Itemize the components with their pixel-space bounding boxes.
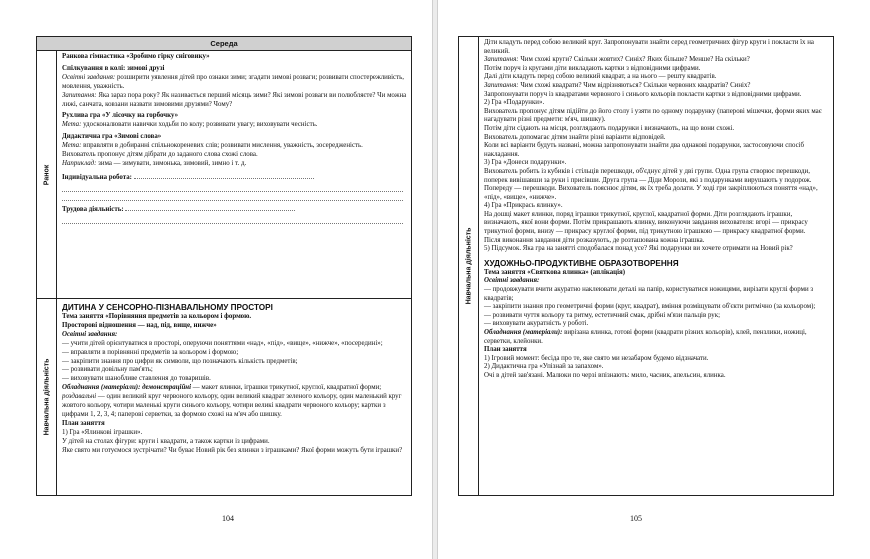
tasks-label: Освітні завдання: xyxy=(62,330,118,338)
circle-questions: Запитання: Яка зараз пора року? Як називається перший місяць зими? Які зимові розваги ви полюбляєте? Чи можна лижі, санчата, ковзани назвати зимовими друзями? Чому? xyxy=(62,91,407,108)
right-page xyxy=(437,0,870,559)
learning-side-label: Навчальна діяльність xyxy=(43,358,50,436)
art-plan-item: Очі в дітей зав'язані. Малюки по черзі впізнають: мило, часник, апельсин, ялинка. xyxy=(484,371,726,379)
game2-goal: Мета: вправляти в добиранні спільнокореневих слів; розвивати мислення, уважність, зосередженість. xyxy=(62,142,363,150)
fill-line xyxy=(62,192,403,201)
plan-line: У дітей на столах фігури: круги і квадрати, а також картки із цифрами. xyxy=(62,437,270,445)
left-page xyxy=(0,0,433,559)
art-plan-item: 2) Дидактична гра «Упізнай за запахом». xyxy=(484,363,604,371)
learning-side-cell xyxy=(37,299,57,495)
morning-side-cell xyxy=(37,51,57,298)
learning-section xyxy=(37,299,411,495)
fill-line xyxy=(62,215,403,224)
text-line: 5) Підсумок. Яка гра на занятті сподобалася понад усе? Які подарунки ви хочете отримати на Новий рік? xyxy=(484,245,793,253)
art-section-title: ХУДОЖНЬО-ПРОДУКТИВНЕ ОБРАЗОТВОРЕННЯ xyxy=(484,258,679,268)
circle-tasks: Освітні завдання: розширити уявлення дітей про ознаки зими; згадати зимові розваги; розвивати спостережливість, мовлення, уважність. xyxy=(62,73,404,90)
schedule-table-right xyxy=(458,36,834,496)
art-task-item: — продовжувати вчити акуратно наклеювати деталі на папір, користуватися ножицями, вирізати круглі форми з квадратів; xyxy=(484,286,814,302)
morning-side-label: Ранок xyxy=(43,164,50,185)
task-item: — виховувати шанобливе ставлення до товаришів. xyxy=(62,375,211,383)
game2-example: Наприклад: зима — зимувати, зимонька, зимовий, зимно і т. д. xyxy=(62,159,247,167)
morning-section xyxy=(37,51,411,299)
art-equipment: Обладнання (матеріали): вирізана ялинка, готові форми (квадрати різних кольорів), клей, пензлики, ножиці, серветки, клейонки. xyxy=(484,329,807,345)
art-task-item: — розвивати чуття кольору та ритму, естетичний смак, дрібні м'язи пальців рук; xyxy=(484,311,721,319)
labor-activity: Трудова діяльність: xyxy=(62,204,407,215)
morning-body xyxy=(57,51,411,298)
art-plan-title: План заняття xyxy=(484,346,527,354)
text-line: Потім діти сідають на місця, розглядають подарунки і визначають, на що вони схожі. xyxy=(484,124,735,132)
question-line: Запитання: Чим схожі квадрати? Чим відрізняються? Скільки червоних квадратів? Синіх? xyxy=(484,81,751,89)
task-item: — учити дітей орієнтуватися в просторі, оперуючи поняттями «над», «під», «вище», «нижче», «посередині»; xyxy=(62,339,383,347)
right-body xyxy=(479,37,833,495)
art-topic: Тема заняття «Святкова ялинка» (аплікація) xyxy=(484,268,626,276)
art-tasks-label: Освітні завдання: xyxy=(484,277,540,285)
plan-title: План заняття xyxy=(62,419,105,427)
learning-section-right xyxy=(459,37,833,495)
day-header: Середа xyxy=(37,37,411,51)
task-item: — вправляти в порівнянні предметів за кольором і формою; xyxy=(62,348,239,356)
game2-line: Вихователь пропонує дітям дібрати до заданого слова схожі слова. xyxy=(62,151,258,159)
text-line: Після виконання завдання діти розказують, де розташована кожна іграшка. xyxy=(484,236,705,244)
text-line: Вихователь допомагає дітям знайти різні варіанти відповідей. xyxy=(484,133,666,141)
circle-title: Спілкування в колі: зимові друзі xyxy=(62,64,165,72)
game1-title: Рухлива гра «У лісочку на горбочку» xyxy=(62,112,179,120)
page-number-right: 105 xyxy=(630,514,642,523)
section-title: ДИТИНА У СЕНСОРНО-ПІЗНАВАЛЬНОМУ ПРОСТОРІ xyxy=(62,303,273,312)
art-task-item: — закріпити знання про геометричні форми (круг, квадрат), вміння розміщувати об'єкти ритмічно (за кольором); xyxy=(484,303,816,311)
text-line: Діти кладуть перед собою великий круг. Запропонувати знайти серед геометричних фігур круги і покласти їх на великий. xyxy=(484,39,814,55)
question-line: Запитання: Чим схожі круги? Скільки жовтих? Синіх? Яких більше? Менше? На скільки? xyxy=(484,56,750,64)
learning-body xyxy=(57,299,411,495)
schedule-table-left xyxy=(36,36,412,496)
text-line: Далі діти кладуть перед собою великий квадрат, а на нього — решту квадратів. xyxy=(484,73,717,81)
plan-item: 1) Гра «Ялинкові іграшки». xyxy=(62,428,143,436)
text-line: Коли всі варіанти будуть названі, можна запропонувати знайти два однакові подарунки, застосовуючи спосіб накладання. xyxy=(484,142,805,158)
text-line: Вихователь пропонує дітям підійти до його столу і узяти по одному подарунку (паперові мішечки, форми яких має нагадувати різні предмети: м'яч, шишку). xyxy=(484,107,822,124)
gymnastics-title: Ранкова гімнастика «Зробимо гірку сніговику» xyxy=(62,53,210,60)
text-line: 2) Гра «Подарунки». xyxy=(484,99,545,107)
game2-title: Дидактична гра «Зимові слова» xyxy=(62,133,162,141)
fill-line xyxy=(62,183,403,192)
text-line: Запропонувати поруч із квадратами червоного і синього кольорів покласти картки з відповідними цифрами. xyxy=(484,90,802,98)
equipment: Обладнання (матеріали): демонстраційні — макет ялинки, іграшки трикутної, круглої, квадратної форми; роздавальні — один великий круг червоного кольору, один великий квадрат зеленого кольору, один маленький круг жовтого кольору, чотири маленькі круги синього кольору, чотири великі квадрати червоного кольору; картки з цифрами 1, 2, 3, 4; паперові серветки, за формою схожі на м'яч або шишку. xyxy=(62,384,402,418)
art-task-item: — виховувати акуратність у роботі. xyxy=(484,320,589,328)
task-item: — розвивати довільну пам'ять; xyxy=(62,366,153,374)
plan-line: Яке свято ми готуємося зустрічати? Чи буває Новий рік без ялинки з іграшками? Якої форми можуть бути іграшки? xyxy=(62,446,403,454)
text-line: 3) Гра «Донеси подарунки». xyxy=(484,159,567,167)
topic-line: Тема заняття «Порівняння предметів за кольором і формою. xyxy=(62,313,252,320)
task-item: — закріпити знання про цифри як символи, що позначають кількість предметів; xyxy=(62,357,298,365)
individual-work: Індивідуальна робота: xyxy=(62,172,407,183)
text-line: На дошці макет ялинки, поряд іграшки трикутної, круглої, квадратної форми. Діти розглядають іграшки, визначають, якої вони форми. Потім прикрашають ялинку, виконуючи завдання вихователя: вгорі — прикрасу трикутної форми, внизу — прикрасу круглої форми, під трикутною іграшкою — прикрасу квадратної форми. xyxy=(484,210,808,236)
text-line: Потім поруч із кругами діти викладають картки з відповідними цифрами. xyxy=(484,64,701,72)
topic-line-2: Просторові відношення — над, під, вище, нижче» xyxy=(62,321,217,329)
text-line: 4) Гра «Прикрась ялинку». xyxy=(484,202,563,210)
game1-goal: Мета: удосконалювати навички ходьби по колу; розвивати увагу; виховувати чесність. xyxy=(62,121,318,129)
right-side-cell xyxy=(459,37,479,495)
page-number-left: 104 xyxy=(222,514,234,523)
art-plan-item: 1) Ігровий момент: бесіда про те, яке свято ми незабаром будемо відзначати. xyxy=(484,354,709,362)
text-line: Вихователь робить із кубиків і стільців перешкоди, об'єднує дітей у дві групи. Одна група створює перешкоди, поперек вивішавши за руки і присівши. Друга група — Діди Морози, які з подарунками вирушають у подорож. Попереду — перешкоди. Вихователь пояснює дітям, як їх треба долати. У ході гри закріплюються поняття «над», «під», «вище», «нижче». xyxy=(484,167,818,201)
right-side-label: Навчальна діяльність xyxy=(465,227,472,305)
